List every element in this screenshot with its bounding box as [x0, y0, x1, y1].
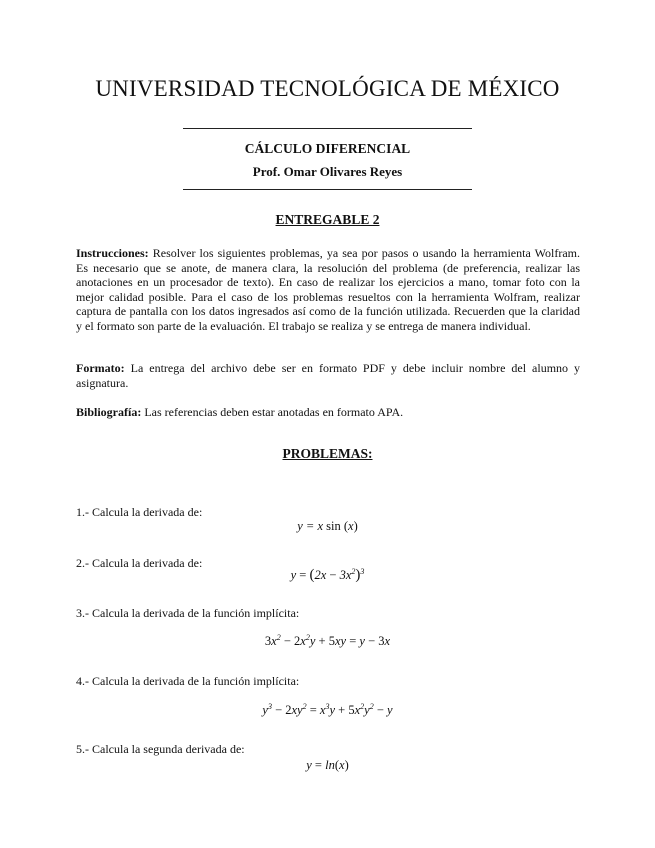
problem-1-formula: y = x sin (x): [297, 519, 358, 533]
university-title: UNIVERSIDAD TECNOLÓGICA DE MÉXICO: [95, 76, 560, 101]
problems-heading: PROBLEMAS:: [282, 446, 373, 461]
top-rule: [183, 128, 472, 129]
bottom-rule: [183, 189, 472, 190]
problem-4-formula: $y^3 - 2xy^2 = x^3y + 5x^2y^2 - y$: [262, 702, 393, 717]
problem-3-label: 3.- Calcula la derivada de la función implícita:: [76, 606, 300, 620]
bibliography-label: Bibliografía:: [76, 405, 142, 419]
subject-title: CÁLCULO DIFERENCIAL: [244, 141, 411, 156]
bibliography-text: Las referencias deben estar anotadas en formato APA.: [144, 405, 404, 419]
instructions-label: Instrucciones:: [76, 246, 149, 260]
problem-3-formula: $3x^2 - 2x^2y + 5xy = y - 3x$: [264, 633, 391, 648]
problem-2-label: 2.- Calcula la derivada de:: [76, 556, 203, 570]
format-text: La entrega del archivo debe ser en formato PDF y debe incluir nombre del alumno y asignatura.: [76, 361, 580, 390]
professor-name: Prof. Omar Olivares Reyes: [252, 164, 403, 179]
problem-4-label: 4.- Calcula la derivada de la función implícita:: [76, 674, 300, 688]
format-paragraph: [76, 361, 580, 390]
deliverable-title: ENTREGABLE 2: [275, 212, 380, 227]
instructions-paragraph: [76, 246, 580, 334]
problem-5-label: 5.- Calcula la segunda derivada de:: [76, 742, 245, 756]
problem-2-formula: $y = (2x - 3x^2)^3$: [290, 567, 365, 583]
bibliography-paragraph: [76, 405, 580, 420]
instructions-text: Resolver los siguientes problemas, ya sea por pasos o usando la herramienta Wolfram. Es necesario que se anote, de manera clara, la resolución del problema (de preferencia, realizar las anotaciones en un procesador de texto). En caso de realizar los ejercicios a mano, tomar foto con la mejor calidad posible. Para el caso de los problemas resueltos con la herramienta Wolfram, realizar captura de pantalla con los datos ingresados así como de la función utilizada. Recuerden que la claridad y el formato son parte de la evaluación. El trabajo se realiza y se entrega de manera individual.: [76, 246, 581, 333]
problem-5-formula: y = ln(x): [306, 758, 349, 772]
problem-1-label: 1.- Calcula la derivada de:: [76, 505, 203, 519]
format-label: Formato:: [76, 361, 125, 375]
